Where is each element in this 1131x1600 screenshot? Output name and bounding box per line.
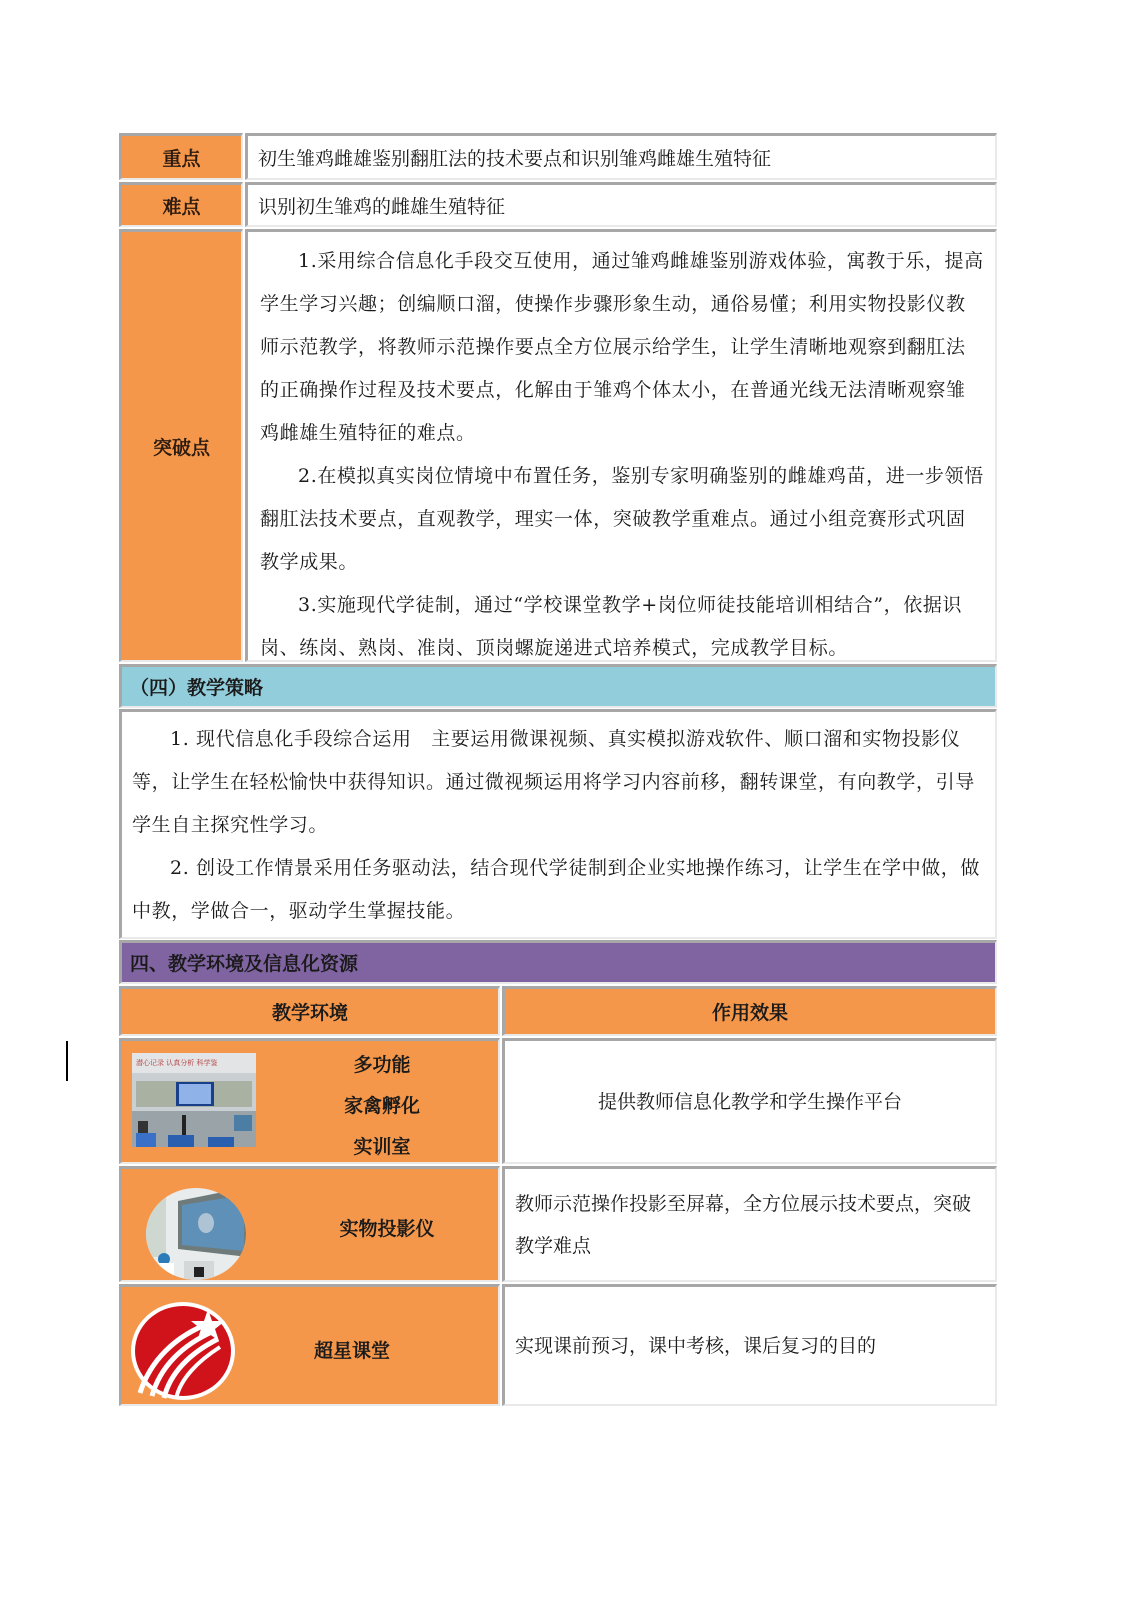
- projector-effect: 教师示范操作投影至屏幕，全方位展示技术要点，突破教学难点: [502, 1166, 997, 1282]
- chaoxing-cell: [119, 1284, 500, 1406]
- environment-header-row: [118, 985, 998, 1037]
- projector-label: 实物投影仪: [339, 1218, 435, 1240]
- strategy-paragraph-2: 2. 创设工作情景采用任务驱动法，结合现代学徒制到企业实地操作练习，让学生在学中做，做中教，学做合一，驱动学生掌握技能。: [132, 857, 980, 922]
- projector-photo-icon: [144, 1187, 248, 1281]
- difficulty-text: 识别初生雏鸡的雌雄生殖特征: [245, 182, 997, 227]
- strategy-paragraph-1: 1. 现代信息化手段综合运用 主要运用微课视频、真实模拟游戏软件、顺口溜和实物投影仪等，让学生在轻松愉快中获得知识。通过微视频运用将学习内容前移，翻转课堂，有向教学，引导学生自主探究性学习。: [132, 728, 975, 836]
- key-points-row: [118, 132, 998, 181]
- effect-header: 作用效果: [502, 986, 997, 1036]
- environment-row-classroom: [118, 1037, 998, 1165]
- strategy-section-title: （四）教学策略: [119, 664, 997, 708]
- classroom-label-line-1: 多功能: [353, 1054, 411, 1076]
- chaoxing-effect: 实现课前预习，课中考核，课后复习的目的: [502, 1284, 997, 1406]
- breakthrough-label: 突破点: [119, 229, 243, 662]
- lesson-plan-table: [118, 132, 998, 1407]
- breakthrough-paragraph-2: 2.在模拟真实岗位情境中布置任务，鉴别专家明确鉴别的雌雄鸡苗，进一步领悟翻肛法技术要点，直观教学，理实一体，突破教学重难点。通过小组竞赛形式巩固教学成果。: [260, 465, 984, 573]
- classroom-cell: [119, 1038, 500, 1164]
- chaoxing-logo-icon: [130, 1301, 236, 1401]
- classroom-photo-icon: [132, 1053, 256, 1147]
- breakthrough-content: [245, 229, 997, 662]
- difficulty-label: 难点: [119, 182, 243, 227]
- environment-section-title: 四、教学环境及信息化资源: [119, 940, 997, 984]
- environment-row-chaoxing: [118, 1283, 998, 1407]
- key-points-label: 重点: [119, 133, 243, 180]
- classroom-label: [312, 1045, 452, 1168]
- environment-header: 教学环境: [119, 986, 500, 1036]
- key-points-text: 初生雏鸡雌雄鉴别翻肛法的技术要点和识别雏鸡雌雄生殖特征: [245, 133, 997, 180]
- chaoxing-label: 超星课堂: [313, 1340, 390, 1362]
- svg-text:潜心记录 认真分析 科学鉴: 潜心记录 认真分析 科学鉴: [136, 1059, 218, 1067]
- environment-row-projector: [118, 1165, 998, 1283]
- classroom-effect: 提供教师信息化教学和学生操作平台: [502, 1038, 997, 1164]
- projector-cell: [119, 1166, 500, 1282]
- difficulty-row: [118, 181, 998, 228]
- strategy-content: [119, 709, 997, 939]
- breakthrough-paragraph-3: 3.实施现代学徒制，通过“学校课堂教学+岗位师徒技能培训相结合”，依据识岗、练岗、熟岗、准岗、顶岗螺旋递进式培养模式，完成教学目标。: [260, 594, 963, 659]
- classroom-label-line-3: 实训室: [353, 1136, 411, 1158]
- text-cursor: [66, 1041, 68, 1081]
- classroom-label-line-2: 家禽孵化: [343, 1095, 420, 1117]
- breakthrough-row: [118, 228, 998, 663]
- breakthrough-paragraph-1: 1.采用综合信息化手段交互使用，通过雏鸡雌雄鉴别游戏体验，寓教于乐，提高学生学习兴趣；创编顺口溜，使操作步骤形象生动，通俗易懂；利用实物投影仪教师示范教学，将教师示范操作要点全方位展示给学生，让学生清晰地观察到翻肛法的正确操作过程及技术要点，化解由于雏鸡个体太小，在普通光线无法清晰观察雏鸡雌雄生殖特征的难点。: [260, 250, 984, 444]
